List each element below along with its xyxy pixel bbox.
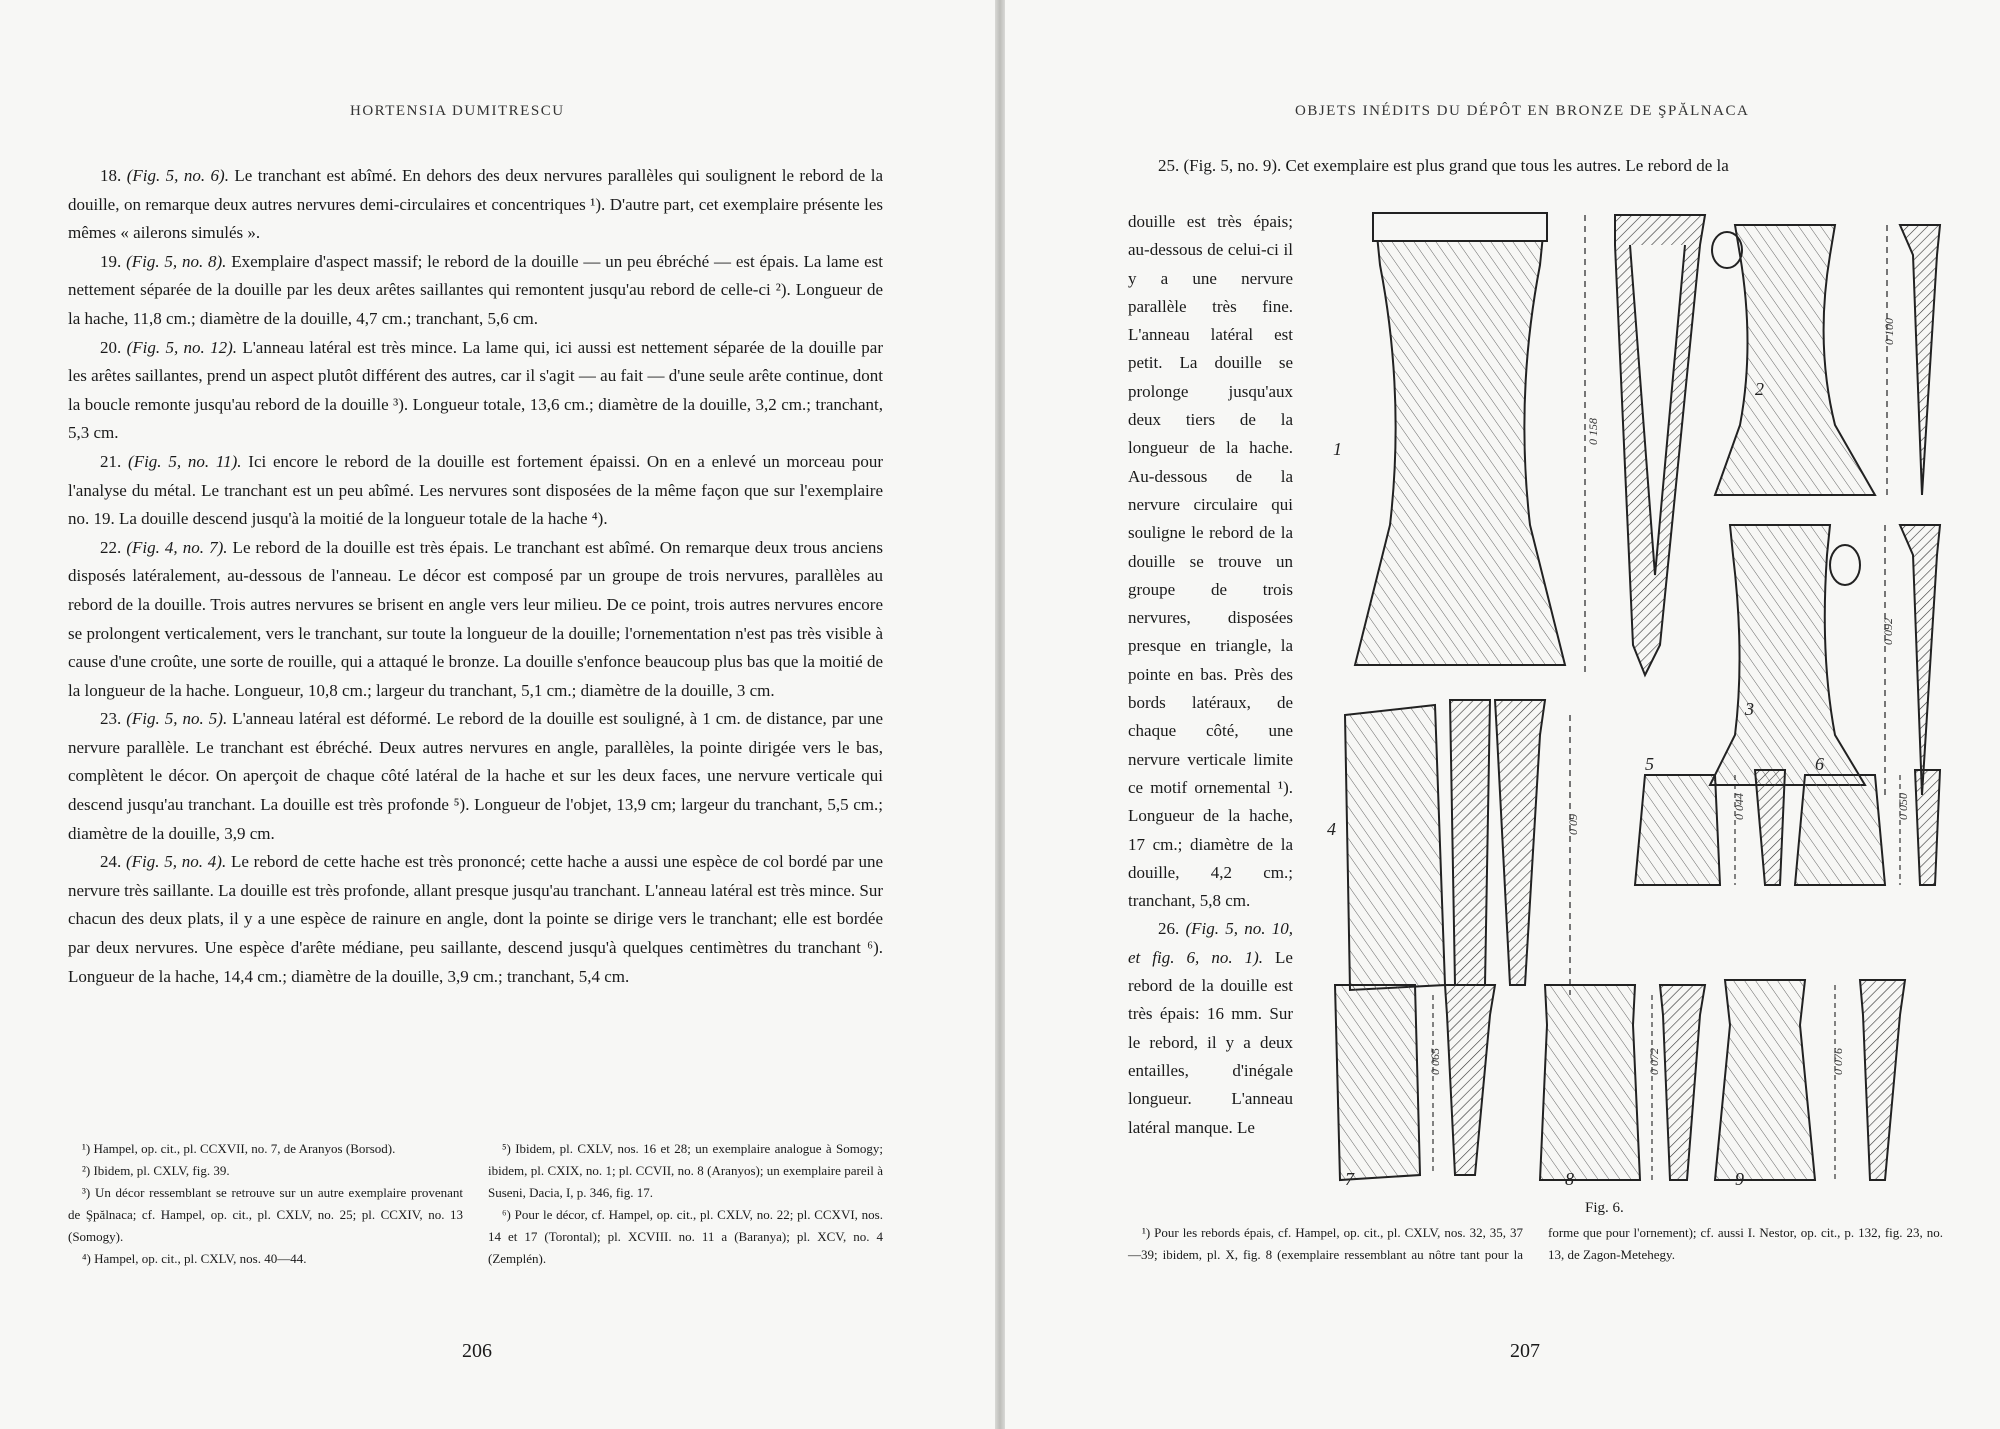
figure-reference: (Fig. 5, no. 12). [126, 337, 238, 357]
figure-label-6: 6 [1815, 754, 1824, 774]
page-number: 207 [1510, 1340, 1540, 1362]
paragraph-21 [68, 448, 883, 534]
axe-3-front [1710, 525, 1865, 785]
footnote: ⁵) Ibidem, pl. CXLV, nos. 16 et 28; un exemplaire analogue à Somogy; ibidem, pl. CXIX, no. 1; pl. CCVII, no. 8 (Aranyos); un exemplaire pareil à Suseni, Dacia, I, p. 346, fig. 17. [488, 1141, 883, 1200]
right-page [1005, 0, 2000, 1429]
paragraph-23 [68, 705, 883, 848]
gutter [995, 0, 1005, 1429]
running-head: OBJETS INÉDITS DU DÉPÔT EN BRONZE DE ŞPĂLNACA [1295, 103, 1750, 119]
figure-reference: (Fig. 5, no. 10, et fig. 6, no. 1). [1128, 919, 1293, 967]
axe-5-profile [1755, 770, 1785, 885]
axe-7-profile [1445, 985, 1495, 1175]
axe-4-profile [1450, 700, 1490, 985]
figure-caption: Fig. 6. [1585, 1200, 1624, 1216]
paragraph-number: 19. [100, 251, 127, 271]
paragraph-number: 18. [100, 166, 127, 185]
dimension-label: 0 09 [1566, 814, 1580, 835]
footnotes [1128, 1222, 1943, 1266]
paragraph-19 [68, 248, 883, 334]
figure-label-4: 4 [1327, 819, 1336, 839]
dimension-label: 0 158 [1586, 418, 1600, 445]
footnote: ³) Un décor ressemblant se retrouve sur un autre exemplaire provenant de Şpălnaca; cf. Hampel, op. cit., pl. CXLV, no. 25; pl. CCXIV, no. 13 (Somogy). [68, 1185, 463, 1244]
running-head: HORTENSIA DUMITRESCU [350, 103, 565, 119]
axe-2-profile [1900, 225, 1940, 495]
figure-label-1: 1 [1333, 439, 1342, 459]
axe-6-profile [1915, 770, 1940, 885]
axe-7-front [1335, 985, 1420, 1180]
axe-3-loop [1830, 545, 1860, 585]
axe-2-front [1715, 225, 1875, 495]
paragraph-text: Le tranchant est abîmé. En dehors des deux nervures parallèles qui soulignent le rebord de la douille, on remarque deux autres nervures demi-circulaires et concentriques ¹). D'autre part, cet exemplaire présente les mêmes « ailerons simulés ». [68, 166, 883, 243]
paragraph-text: Ici encore le rebord de la douille est fortement épaissi. On en a enlevé un morceau pour l'analyse du métal. Le tranchant est un peu abîmé. Les nervures sont disposées de la même façon que sur l'exemplaire no. 19. La douille descend jusqu'à la moitié de la longueur totale de la hache ⁴). [68, 451, 883, 529]
axe-1-rim [1373, 213, 1547, 241]
paragraph-26: Le rebord de la douille est très épais: 16 mm. Sur le rebord, il y a deux entailles, d'inégale longueur. L'anneau latéral manque. Le [1128, 947, 1293, 1137]
dimension-label: 0 100 [1882, 318, 1896, 345]
paragraph-24 [68, 848, 883, 991]
figure-reference: (Fig. 5, no. 6). [126, 166, 229, 185]
axe-8-front [1540, 985, 1640, 1180]
axe-6-front [1795, 775, 1885, 885]
paragraph-20 [68, 334, 883, 448]
paragraph-text: L'anneau latéral est très mince. La lame qui, ici aussi est nettement séparée de la douille par les arêtes saillantes, prend un aspect plutôt différent des autres, car il s'agit — au fait — d'une seule arête continue, dont la boucle remonte jusqu'au rebord de la douille ³). Longueur totale, 13,6 cm.; diamètre de la douille, 3,2 cm.; tranchant, 5,3 cm. [68, 337, 884, 443]
paragraph-number: 20. [100, 337, 127, 357]
figure-reference: (Fig. 5, no. 8). [126, 251, 227, 271]
dimension-label: 0 065 [1428, 1048, 1442, 1075]
paragraph-number: 21. [100, 451, 129, 471]
axe-8-profile [1660, 985, 1705, 1180]
paragraph-22 [68, 534, 883, 706]
figure-label-3: 3 [1745, 699, 1754, 719]
paragraph-25-continued: douille est très épais; au-dessous de celui-ci il y a une nervure parallèle très fine. L'anneau latéral est petit. La douille se prolonge jusqu'aux deux tiers de la longueur de la hache. Au-dessous de la nervure circulaire qui souligne le rebord de la douille se trouve un groupe de trois nervures, disposées presque en triangle, la pointe en bas. Près des bords latéraux, de chaque côté, une nervure verticale limite ce motif ornemental ¹). Longueur de la hache, 17 cm.; diamètre de la douille, 4,2 cm.; tranchant, 5,8 cm. [1128, 212, 1293, 911]
paragraph-text: Exemplaire d'aspect massif; le rebord de la douille — un peu ébréché — est épais. La lame est nettement séparée de la douille par les deux arêtes saillantes qui remontent jusqu'au rebord de celle-ci ²). Longueur de la hache, 11,8 cm.; diamètre de la douille, 4,7 cm.; tranchant, 5,6 cm. [68, 251, 884, 328]
axe-4-front [1345, 705, 1445, 990]
paragraph-text: L'anneau latéral est déformé. Le rebord de la douille est souligné, à 1 cm. de distance, par une nervure parallèle. Le tranchant est ébréché. Deux autres nervures en angle, parallèles, la pointe dirigée vers le bas, complètent le décor. On aperçoit de chaque côté latéral de la hache et sur les deux faces, une nervure verticale qui descend jusqu'au tranchant. La douille est très profonde ⁵). Longueur de l'objet, 13,9 cm; largeur du tranchant, 5,5 cm.; diamètre de la douille, 3,9 cm. [68, 709, 884, 843]
figure-6-axe-drawings [1315, 195, 1945, 1195]
paragraph-number: 22. [100, 537, 127, 557]
figure-reference: (Fig. 5, no. 5). [126, 709, 228, 729]
figure-reference: (Fig. 5, no. 11). [128, 451, 242, 471]
paragraph-number: 24. [100, 852, 127, 872]
footnote: ²) Ibidem, pl. CXLV, fig. 39. [82, 1163, 230, 1178]
axe-5-front [1635, 775, 1720, 885]
axe-4-side [1495, 700, 1545, 985]
figure-label-9: 9 [1735, 1169, 1744, 1189]
footnotes [68, 1138, 883, 1270]
paragraph-number: 23. [100, 709, 127, 729]
dimension-label: 0 072 [1647, 1048, 1661, 1075]
figure-reference: (Fig. 4, no. 7). [126, 537, 228, 557]
body-text [68, 162, 883, 991]
paragraph-text: Le rebord de la douille est très épais. Le tranchant est abîmé. On remarque deux trous anciens disposés latéralement, au-dessous de l'anneau. Le décor est composé par un groupe de trois nervures, parallèles au rebord de la douille. Trois autres nervures se brisent en angle vers leur milieu. De ce point, trois autres nervures encore se prolongent verticalement, vers le tranchant, sur toute la longueur de la douille; l'ornementation n'est pas très visible à cause d'une croûte, une sorte de rouille, qui a attaqué le bronze. La douille s'enfonce beaucoup plus bas que la moitié de la longueur de la hache. Longueur, 10,8 cm.; largeur du tranchant, 5,1 cm.; diamètre de la douille, 3 cm. [68, 537, 883, 700]
axe-9-front [1715, 980, 1815, 1180]
dimension-label: 0 044 [1732, 793, 1746, 820]
paragraph-18 [68, 162, 883, 248]
figure-label-7: 7 [1345, 1169, 1354, 1189]
dimension-label: 0 076 [1831, 1048, 1845, 1075]
narrow-column-text [1128, 208, 1293, 1142]
axe-drawings-svg [1315, 195, 1945, 1195]
axe-3-profile [1900, 525, 1940, 795]
axe-2-loop [1712, 232, 1742, 268]
figure-label-5: 5 [1645, 754, 1654, 774]
footnote: ¹) Hampel, op. cit., pl. CCXVII, no. 7, de Aranyos (Borsod). [82, 1141, 396, 1156]
figure-reference: (Fig. 5, no. 4). [126, 852, 227, 872]
page-number: 206 [462, 1340, 492, 1362]
figure-label-2: 2 [1755, 379, 1764, 399]
dimension-label: 0 092 [1881, 618, 1895, 645]
paragraph-25-lead: 25. (Fig. 5, no. 9). Cet exemplaire est plus grand que tous les autres. Le rebord de la [1158, 156, 1729, 175]
footnote: ⁴) Hampel, op. cit., pl. CXLV, nos. 40—44. [82, 1251, 307, 1266]
left-page [0, 0, 995, 1429]
figure-label-8: 8 [1565, 1169, 1574, 1189]
axe-1-front [1355, 215, 1565, 665]
dimension-label: 0 050 [1896, 793, 1910, 820]
paragraph-text: Le rebord de cette hache est très prononcé; cette hache a aussi une espèce de col bordé par une nervure très saillante. La douille est très profonde, allant presque jusqu'au tranchant. L'anneau latéral est très mince. Sur chacun des deux plats, il y a une espèce de rainure en angle, dont la pointe se dirige vers le tranchant; elle est bordée par deux nervures. Une espèce d'arête médiane, peu saillante, descend jusqu'à quelques centimètres du tranchant ⁶). Longueur de la hache, 14,4 cm.; diamètre de la douille, 3,9 cm.; tranchant, 5,4 cm. [68, 852, 883, 986]
paragraph-number: 26. [1158, 919, 1180, 939]
axe-9-profile [1860, 980, 1905, 1180]
footnote: ¹) Pour les rebords épais, cf. Hampel, op. cit., pl. CXLV, nos. 32, 35, 37—39; ibidem, pl. X, fig. 8 (exemplaire ressemblant au nôtre tant pour la forme que pour l'ornement); cf. aussi I. Nestor, op. cit., p. 132, fig. 23, no. 13, de Zagon-Metehegy. [1128, 1225, 1943, 1262]
footnote: ⁶) Pour le décor, cf. Hampel, op. cit., pl. CXLV, no. 22; pl. CCXVI, nos. 14 et 17 (Torontal); pl. XCVIII. no. 11 a (Baranya); pl. XCV, no. 4 (Zemplén). [488, 1207, 883, 1266]
